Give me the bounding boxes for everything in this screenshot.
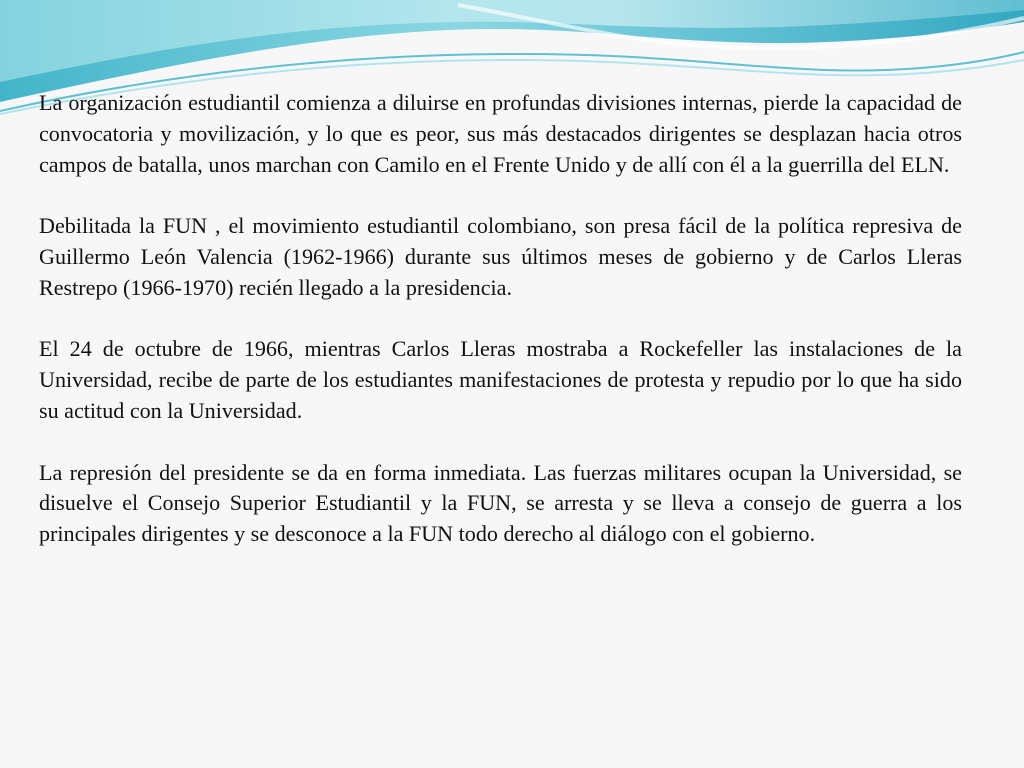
paragraph-two: Debilitada la FUN , el movimiento estudiantil colombiano, son presa fácil de la política represiva de Guillermo León Valencia (1962-1966) durante sus últimos meses de gobierno y de Carlos Lleras Restrepo (1966-1970) recién llegado a la presidencia. — [39, 213, 962, 300]
paragraph-three: El 24 de octubre de 1966, mientras Carlos Lleras mostraba a Rockefeller las instalaciones de la Universidad, recibe de parte de los estudiantes manifestaciones de protesta y repudio por lo que ha sido su actitud con la Universidad. — [39, 336, 962, 423]
slide-text-content — [39, 88, 962, 550]
paragraph-four: La represión del presidente se da en forma inmediata. Las fuerzas militares ocupan la Universidad, se disuelve el Consejo Superior Estudiantil y la FUN, se arresta y se lleva a consejo de guerra a los principales dirigentes y se desconoce a la FUN todo derecho al diálogo con el gobierno. — [39, 459, 962, 547]
paragraph-one: La organización estudiantil comienza a diluirse en profundas divisiones internas, pierde la capacidad de convocatoria y movilización, y lo que es peor, sus más destacados dirigentes se desplazan hacia otros campos de batalla, unos marchan con Camilo en el Frente Unido y de allí con él a la guerrilla del ELN. — [39, 90, 962, 177]
